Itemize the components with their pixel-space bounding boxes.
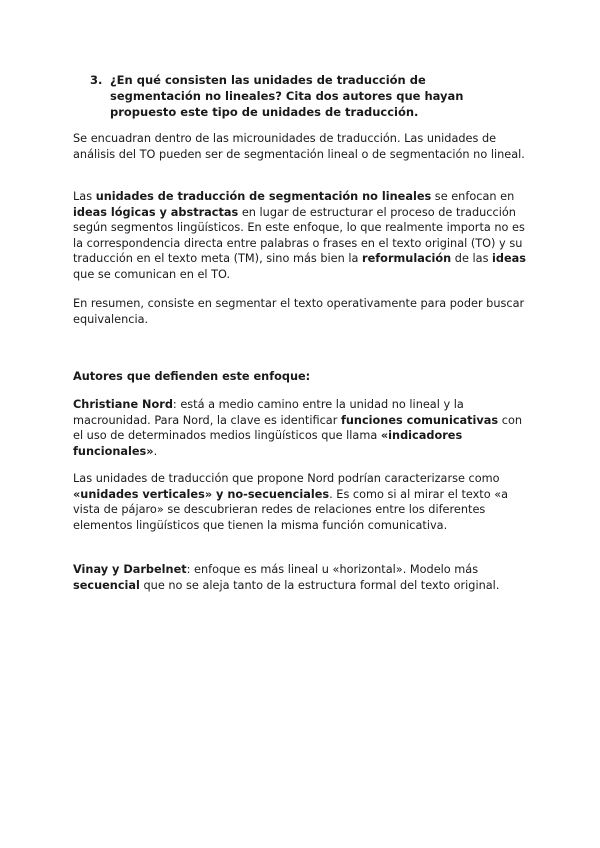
text-run: . (153, 444, 158, 458)
text-run: Las unidades de traducción que propone Nord podrían caracterizarse como (73, 472, 500, 485)
explanation-paragraph (73, 189, 535, 282)
author-name: Vinay y Darbelnet (73, 563, 187, 576)
bold-term: ideas lógicas y abstractas (73, 205, 239, 219)
authors-heading: Autores que defienden este enfoque: (73, 370, 311, 383)
summary-paragraph: En resumen, consiste en segmentar el texto operativamente para poder buscar equivalencia. (73, 297, 525, 326)
text-run: se enfocan en (431, 190, 515, 203)
text-run: con el uso de determinados medios lingüísticos que llama (73, 413, 523, 442)
nord-paragraph (73, 397, 535, 459)
intro-paragraph: Se encuadran dentro de las microunidades de traducción. Las unidades de análisis del TO pueden ser de segmentación lineal o de segmentación no lineal. (73, 132, 525, 161)
bold-term: unidades de traducción de segmentación no lineales (95, 190, 432, 203)
bold-term: ideas (492, 252, 527, 265)
bold-term: reformulación (362, 252, 452, 265)
bold-term: «unidades verticales» y no-secuenciales (73, 487, 330, 501)
text-run: . Es como si al mirar el texto «a vista de pájaro» se descubrieran redes de relaciones entre los diferentes elementos lingüísticos que tienen la misma función comunicativa. (73, 487, 509, 532)
nord-units-paragraph (73, 471, 535, 533)
text-run: que se comunican en el TO. (73, 267, 231, 281)
text-run: que no se aleja tanto de la estructura formal del texto original. (139, 578, 500, 592)
question-text: ¿En qué consisten las unidades de traducción de segmentación no lineales? Cita dos autores que hayan propuesto este tipo de unidades de traducción. (110, 73, 464, 119)
text-run: : está a medio camino entre la unidad no lineal y la macrounidad. Para Nord, la clave es identificar (73, 398, 464, 427)
author-name: Christiane Nord (73, 398, 173, 411)
bold-term: funciones comunicativas (340, 413, 499, 427)
question-number: 3. (90, 73, 103, 87)
bold-term: «indicadores funcionales» (73, 429, 463, 458)
bold-term: secuencial (73, 578, 140, 592)
text-run: en lugar de estructurar el proceso de traducción según segmentos lingüísticos. En este enfoque, lo que realmente importa no es la correspondencia directa entre palabras o frases en el texto original (TO) y su traducción en el texto meta (TM), sino más bien la (73, 205, 525, 265)
text-run: : enfoque es más lineal u «horizontal». Modelo más (186, 563, 479, 576)
text-run: Las (73, 190, 96, 203)
vinay-paragraph (73, 562, 535, 593)
text-run: de las (451, 252, 493, 265)
